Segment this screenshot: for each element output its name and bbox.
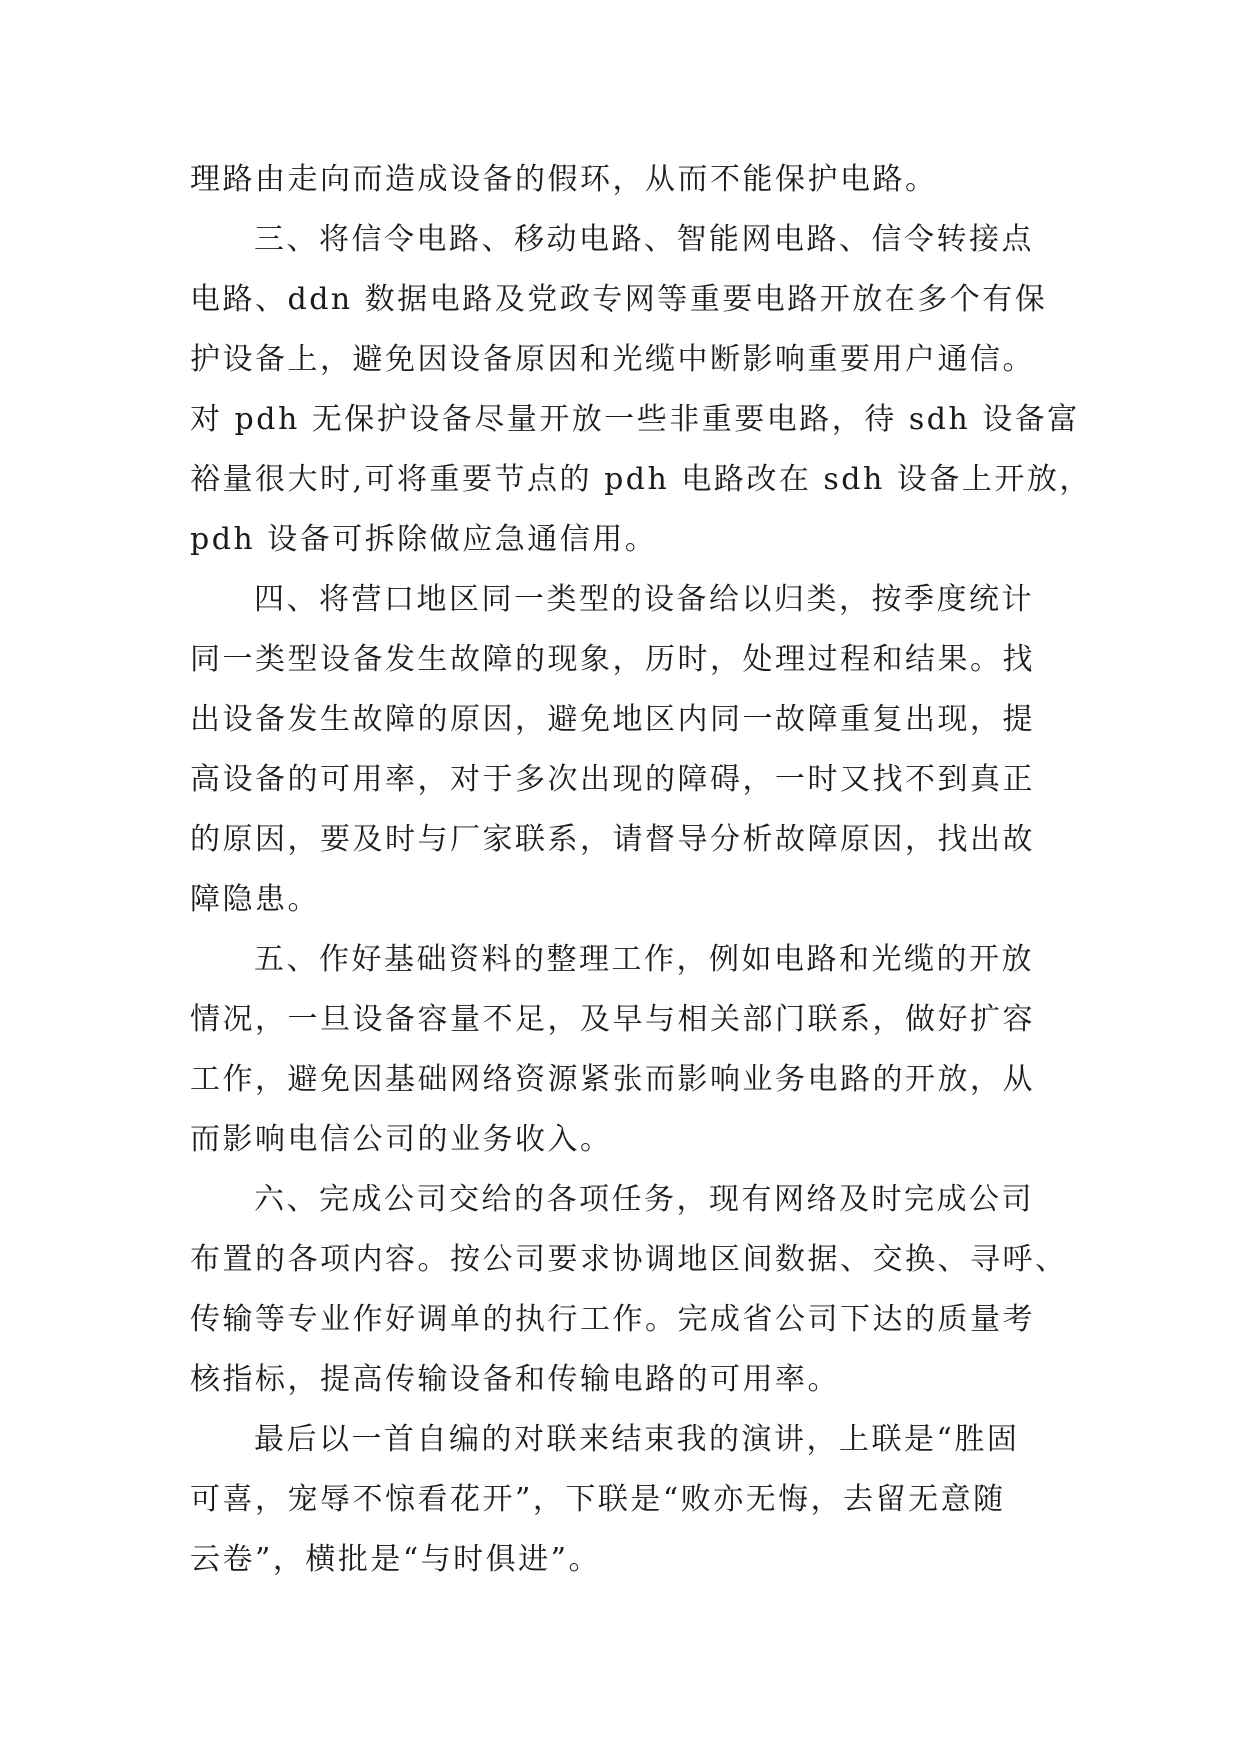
text-line: pdh 设备可拆除做应急通信用。 xyxy=(190,522,658,557)
text-line: 的原因，要及时与厂家联系，请督导分析故障原因，找出故 xyxy=(190,822,1035,857)
text-line: 情况，一旦设备容量不足，及早与相关部门联系，做好扩容 xyxy=(190,1002,1035,1037)
text-line: 而影响电信公司的业务收入。 xyxy=(190,1122,613,1157)
text-line: 云卷”，横批是“与时俱进”。 xyxy=(190,1542,602,1577)
text-line: 理路由走向而造成设备的假环，从而不能保护电路。 xyxy=(190,162,938,197)
text-line: 可喜，宠辱不惊看花开”，下联是“败亦无悔，去留无意随 xyxy=(190,1482,1006,1517)
text-line: 障隐患。 xyxy=(190,882,320,917)
text-line: 工作，避免因基础网络资源紧张而影响业务电路的开放，从 xyxy=(190,1062,1035,1097)
text-line: 布置的各项内容。按公司要求协调地区间数据、交换、寻呼、 xyxy=(190,1242,1068,1277)
text-line: 核指标，提高传输设备和传输电路的可用率。 xyxy=(190,1362,840,1397)
text-line: 对 pdh 无保护设备尽量开放一些非重要电路，待 sdh 设备富 xyxy=(190,402,1080,437)
text-line: 裕量很大时,可将重要节点的 pdh 电路改在 sdh 设备上开放， xyxy=(190,462,1092,497)
text-line: 传输等专业作好调单的执行工作。完成省公司下达的质量考 xyxy=(190,1302,1035,1337)
text-line: 三、将信令电路、移动电路、智能网电路、信令转接点 xyxy=(254,222,1034,257)
text-line: 四、将营口地区同一类型的设备给以归类，按季度统计 xyxy=(254,582,1034,617)
text-line: 出设备发生故障的原因，避免地区内同一故障重复出现，提 xyxy=(190,702,1035,737)
text-line: 高设备的可用率，对于多次出现的障碍，一时又找不到真正 xyxy=(190,762,1035,797)
text-line: 同一类型设备发生故障的现象，历时，处理过程和结果。找 xyxy=(190,642,1035,677)
text-line: 六、完成公司交给的各项任务，现有网络及时完成公司 xyxy=(254,1182,1034,1217)
document-body xyxy=(190,150,1092,1590)
text-line: 电路、ddn 数据电路及党政专网等重要电路开放在多个有保 xyxy=(190,282,1048,317)
text-line: 五、作好基础资料的整理工作，例如电路和光缆的开放 xyxy=(254,942,1034,977)
text-line: 护设备上，避免因设备原因和光缆中断影响重要用户通信。 xyxy=(190,342,1035,377)
text-line: 最后以一首自编的对联来结束我的演讲，上联是“胜固 xyxy=(254,1422,1020,1457)
